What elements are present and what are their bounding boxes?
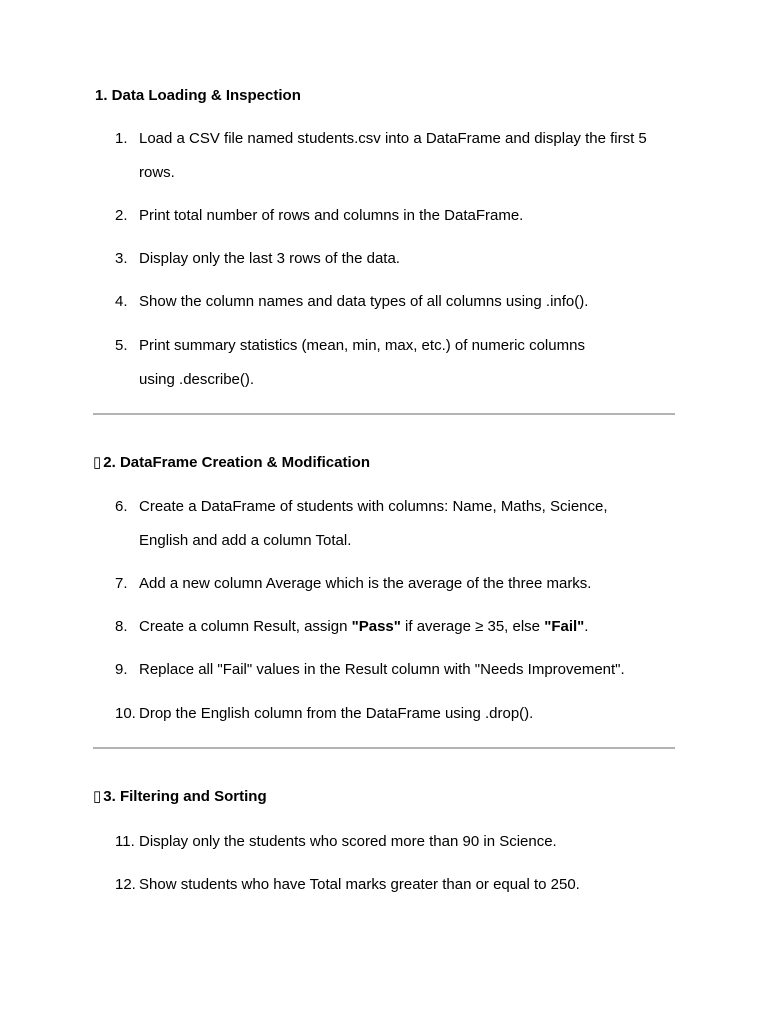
section-heading-1: [93, 87, 301, 105]
list-item: [115, 868, 675, 902]
list-item: [115, 610, 675, 644]
list-item: [115, 567, 675, 601]
heading-text: 3. Filtering and Sorting: [103, 788, 267, 805]
item-text-post: .: [584, 618, 589, 635]
item-number: 8.: [115, 618, 128, 635]
item-text: Drop the English column from the DataFrame using .drop().: [139, 705, 534, 722]
item-number: 4.: [115, 293, 128, 310]
heading-prefix: ▯: [93, 788, 102, 805]
item-number: 1.: [115, 130, 128, 147]
list-item: [115, 199, 675, 233]
list-item: [115, 697, 675, 731]
list-item: [115, 329, 675, 396]
item-text-pre: Create a column Result, assign: [139, 618, 352, 635]
item-number: 9.: [115, 661, 128, 678]
item-text: Create a DataFrame of students with columns: Name, Maths, Science, English and add a column Total.: [139, 498, 608, 549]
item-text: Print summary statistics (mean, min, max, etc.) of numeric columns using .describe().: [139, 337, 585, 388]
fail-value: "Fail": [544, 618, 585, 635]
pass-value: "Pass": [351, 618, 401, 635]
heading-text: 2. DataFrame Creation & Modification: [103, 454, 370, 471]
section-divider: [93, 413, 675, 415]
item-text: Display only the students who scored more than 90 in Science.: [139, 833, 557, 850]
item-number: 11.: [115, 833, 135, 850]
list-item: [115, 653, 675, 687]
heading-prefix: ▯: [93, 454, 102, 471]
heading-text: 1. Data Loading & Inspection: [95, 87, 301, 104]
item-text: Display only the last 3 rows of the data.: [139, 250, 400, 267]
section-divider: [93, 747, 675, 749]
item-number: 10.: [115, 705, 136, 722]
list-item: [115, 825, 675, 859]
item-number: 3.: [115, 250, 128, 267]
item-text: Load a CSV file named students.csv into a DataFrame and display the first 5 rows.: [139, 130, 647, 181]
list-item: [115, 285, 675, 319]
item-text: Add a new column Average which is the average of the three marks.: [139, 575, 592, 592]
item-number: 5.: [115, 337, 128, 354]
list-item: [115, 122, 675, 189]
item-number: 6.: [115, 498, 128, 515]
item-text: Print total number of rows and columns in the DataFrame.: [139, 207, 524, 224]
section-heading-3: [93, 788, 267, 806]
item-number: 7.: [115, 575, 128, 592]
item-number: 12.: [115, 876, 136, 893]
list-item: [115, 490, 675, 557]
section-heading-2: [93, 454, 370, 472]
list-item: [115, 242, 675, 276]
item-text-mid: if average ≥ 35, else: [400, 618, 545, 635]
item-text: Replace all "Fail" values in the Result column with "Needs Improvement".: [139, 661, 625, 678]
item-text: Show students who have Total marks greater than or equal to 250.: [139, 876, 580, 893]
item-text: Show the column names and data types of all columns using .info().: [139, 293, 589, 310]
item-number: 2.: [115, 207, 128, 224]
item-text: [139, 610, 669, 644]
